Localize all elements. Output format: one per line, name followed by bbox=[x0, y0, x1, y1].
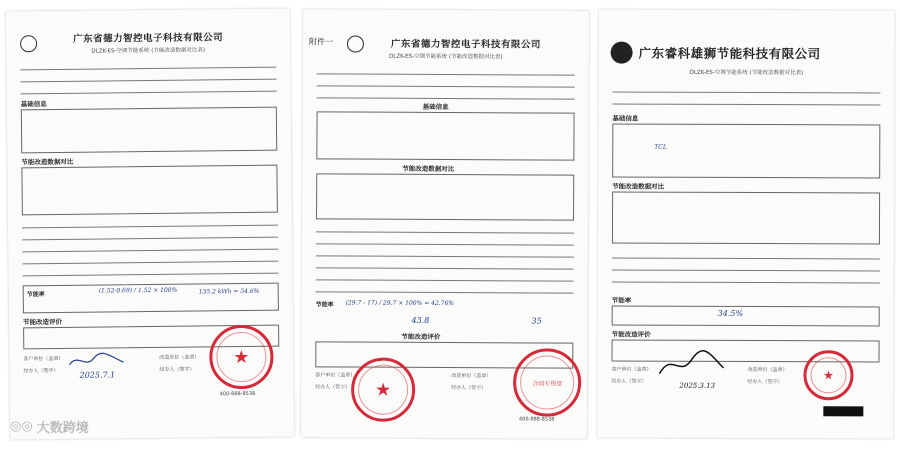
form-row bbox=[612, 84, 880, 94]
label-customer: 客户单位（盖章） bbox=[315, 372, 356, 379]
hand-ratio-result: 135.2 kWh = 54.6% bbox=[198, 287, 260, 296]
form-code: DLZK-ES-空调节能系统 (节能改造数据对比表) bbox=[91, 47, 206, 55]
signature-icon bbox=[657, 350, 727, 380]
label-reform-unit: 改造单位（盖章） bbox=[747, 367, 788, 374]
redaction-bar bbox=[823, 406, 863, 416]
energy-form-3 bbox=[597, 9, 894, 438]
section-basic-info: 基础信息 bbox=[612, 114, 639, 123]
company-seal-icon: ★ bbox=[209, 325, 274, 390]
customer-seal-icon: ★ bbox=[351, 358, 415, 422]
label-ratio: 节能率 bbox=[315, 301, 334, 309]
hand-date: 2025.7.1 bbox=[79, 370, 116, 380]
form-code: DLZK-ES-空调节能系统 (节能改造数据对比表) bbox=[389, 53, 503, 61]
label-reform-unit: 改造单位（盖章） bbox=[451, 373, 492, 380]
section-eval: 节能改造评价 bbox=[611, 330, 651, 339]
form-row bbox=[316, 259, 574, 269]
hand-brand: TCL bbox=[654, 143, 667, 151]
company-seal-icon: ★ bbox=[803, 350, 853, 400]
section-data-compare: 节能改造数据对比 bbox=[402, 164, 455, 174]
ratio-box bbox=[612, 306, 880, 327]
form-row bbox=[22, 229, 278, 241]
basic-info-table bbox=[21, 107, 277, 154]
hand-ratio-formula: (1.52-0.69) / 1.52 × 100% bbox=[98, 286, 178, 295]
form-row bbox=[21, 83, 277, 95]
section-eval: 节能改造评价 bbox=[401, 332, 441, 341]
form-row bbox=[612, 96, 880, 106]
hand-value-2: 35 bbox=[531, 316, 542, 326]
watermark-text: 大数跨境 bbox=[36, 421, 89, 436]
hand-ratio-value: 34.5% bbox=[717, 308, 744, 318]
label-handler-2: 经办人（签字） bbox=[451, 385, 487, 392]
compare-table bbox=[21, 165, 277, 216]
form-row bbox=[316, 223, 574, 233]
form-row bbox=[317, 77, 575, 87]
form-row bbox=[22, 241, 278, 253]
form-row bbox=[612, 274, 880, 284]
form-row bbox=[22, 253, 278, 265]
lion-logo-icon bbox=[611, 42, 633, 64]
label-ratio: 节能率 bbox=[611, 296, 632, 305]
form-row bbox=[316, 283, 574, 293]
section-data-compare: 节能改造数据对比 bbox=[612, 182, 665, 191]
energy-form-2 bbox=[301, 9, 589, 438]
hand-ratio-formula: (29.7 - 17) / 29.7 × 100% = 42.76% bbox=[345, 299, 455, 308]
compare-table bbox=[612, 192, 880, 245]
hand-date: 2025.3.13 bbox=[679, 381, 716, 390]
label-handler: 经办人（签字） bbox=[315, 384, 351, 391]
form-company-title: 广东睿科雄狮节能科技有限公司 bbox=[638, 45, 821, 62]
label-customer: 客户单位（盖章） bbox=[611, 366, 652, 373]
annex-label: 附件一 bbox=[308, 37, 333, 47]
form-row bbox=[22, 217, 278, 229]
form-row bbox=[20, 59, 276, 71]
compare-table bbox=[316, 173, 574, 220]
basic-info-table bbox=[612, 124, 880, 179]
form-row bbox=[317, 89, 575, 99]
form-row bbox=[612, 250, 880, 260]
label-reform-unit: 改造单位（盖章） bbox=[159, 354, 200, 361]
basic-info-table bbox=[316, 111, 574, 160]
form-row bbox=[20, 71, 276, 83]
watermark bbox=[10, 417, 89, 436]
section-basic-info: 基础信息 bbox=[422, 102, 449, 112]
form-company-title: 广东省德力智控电子科技有限公司 bbox=[72, 32, 224, 45]
label-ratio: 节能率 bbox=[26, 291, 45, 299]
form-company-title: 广东省德力智控电子科技有限公司 bbox=[390, 38, 541, 51]
hand-value: 43.8 bbox=[411, 315, 430, 325]
signature-icon bbox=[67, 350, 127, 371]
service-phone: 400-888-8538 bbox=[518, 416, 555, 423]
service-phone: 400-888-8538 bbox=[219, 390, 256, 398]
label-handler: 经办人（签字） bbox=[611, 378, 647, 385]
section-eval: 节能改造评价 bbox=[22, 317, 63, 327]
section-data-compare: 节能改造数据对比 bbox=[21, 157, 74, 167]
section-basic-info: 基础信息 bbox=[20, 100, 47, 109]
form-row bbox=[316, 247, 574, 257]
label-handler-2: 经办人（签字） bbox=[159, 366, 195, 373]
label-handler: 经办人（签字） bbox=[23, 367, 59, 375]
contract-seal-icon: 合同专用章 bbox=[513, 348, 581, 416]
form-row bbox=[316, 235, 574, 245]
label-customer: 客户单位（盖章） bbox=[23, 355, 64, 363]
form-code: DLZK-ES-空调节能系统 (节能改造数据对比表) bbox=[689, 69, 804, 77]
watermark-logo-icon: ◎◎ bbox=[10, 419, 33, 434]
form-row bbox=[317, 65, 575, 75]
form-row bbox=[22, 265, 278, 277]
form-row bbox=[612, 262, 880, 272]
label-handler-2: 经办人（签字） bbox=[747, 379, 783, 386]
form-row bbox=[316, 271, 574, 281]
energy-form-1 bbox=[6, 9, 294, 440]
